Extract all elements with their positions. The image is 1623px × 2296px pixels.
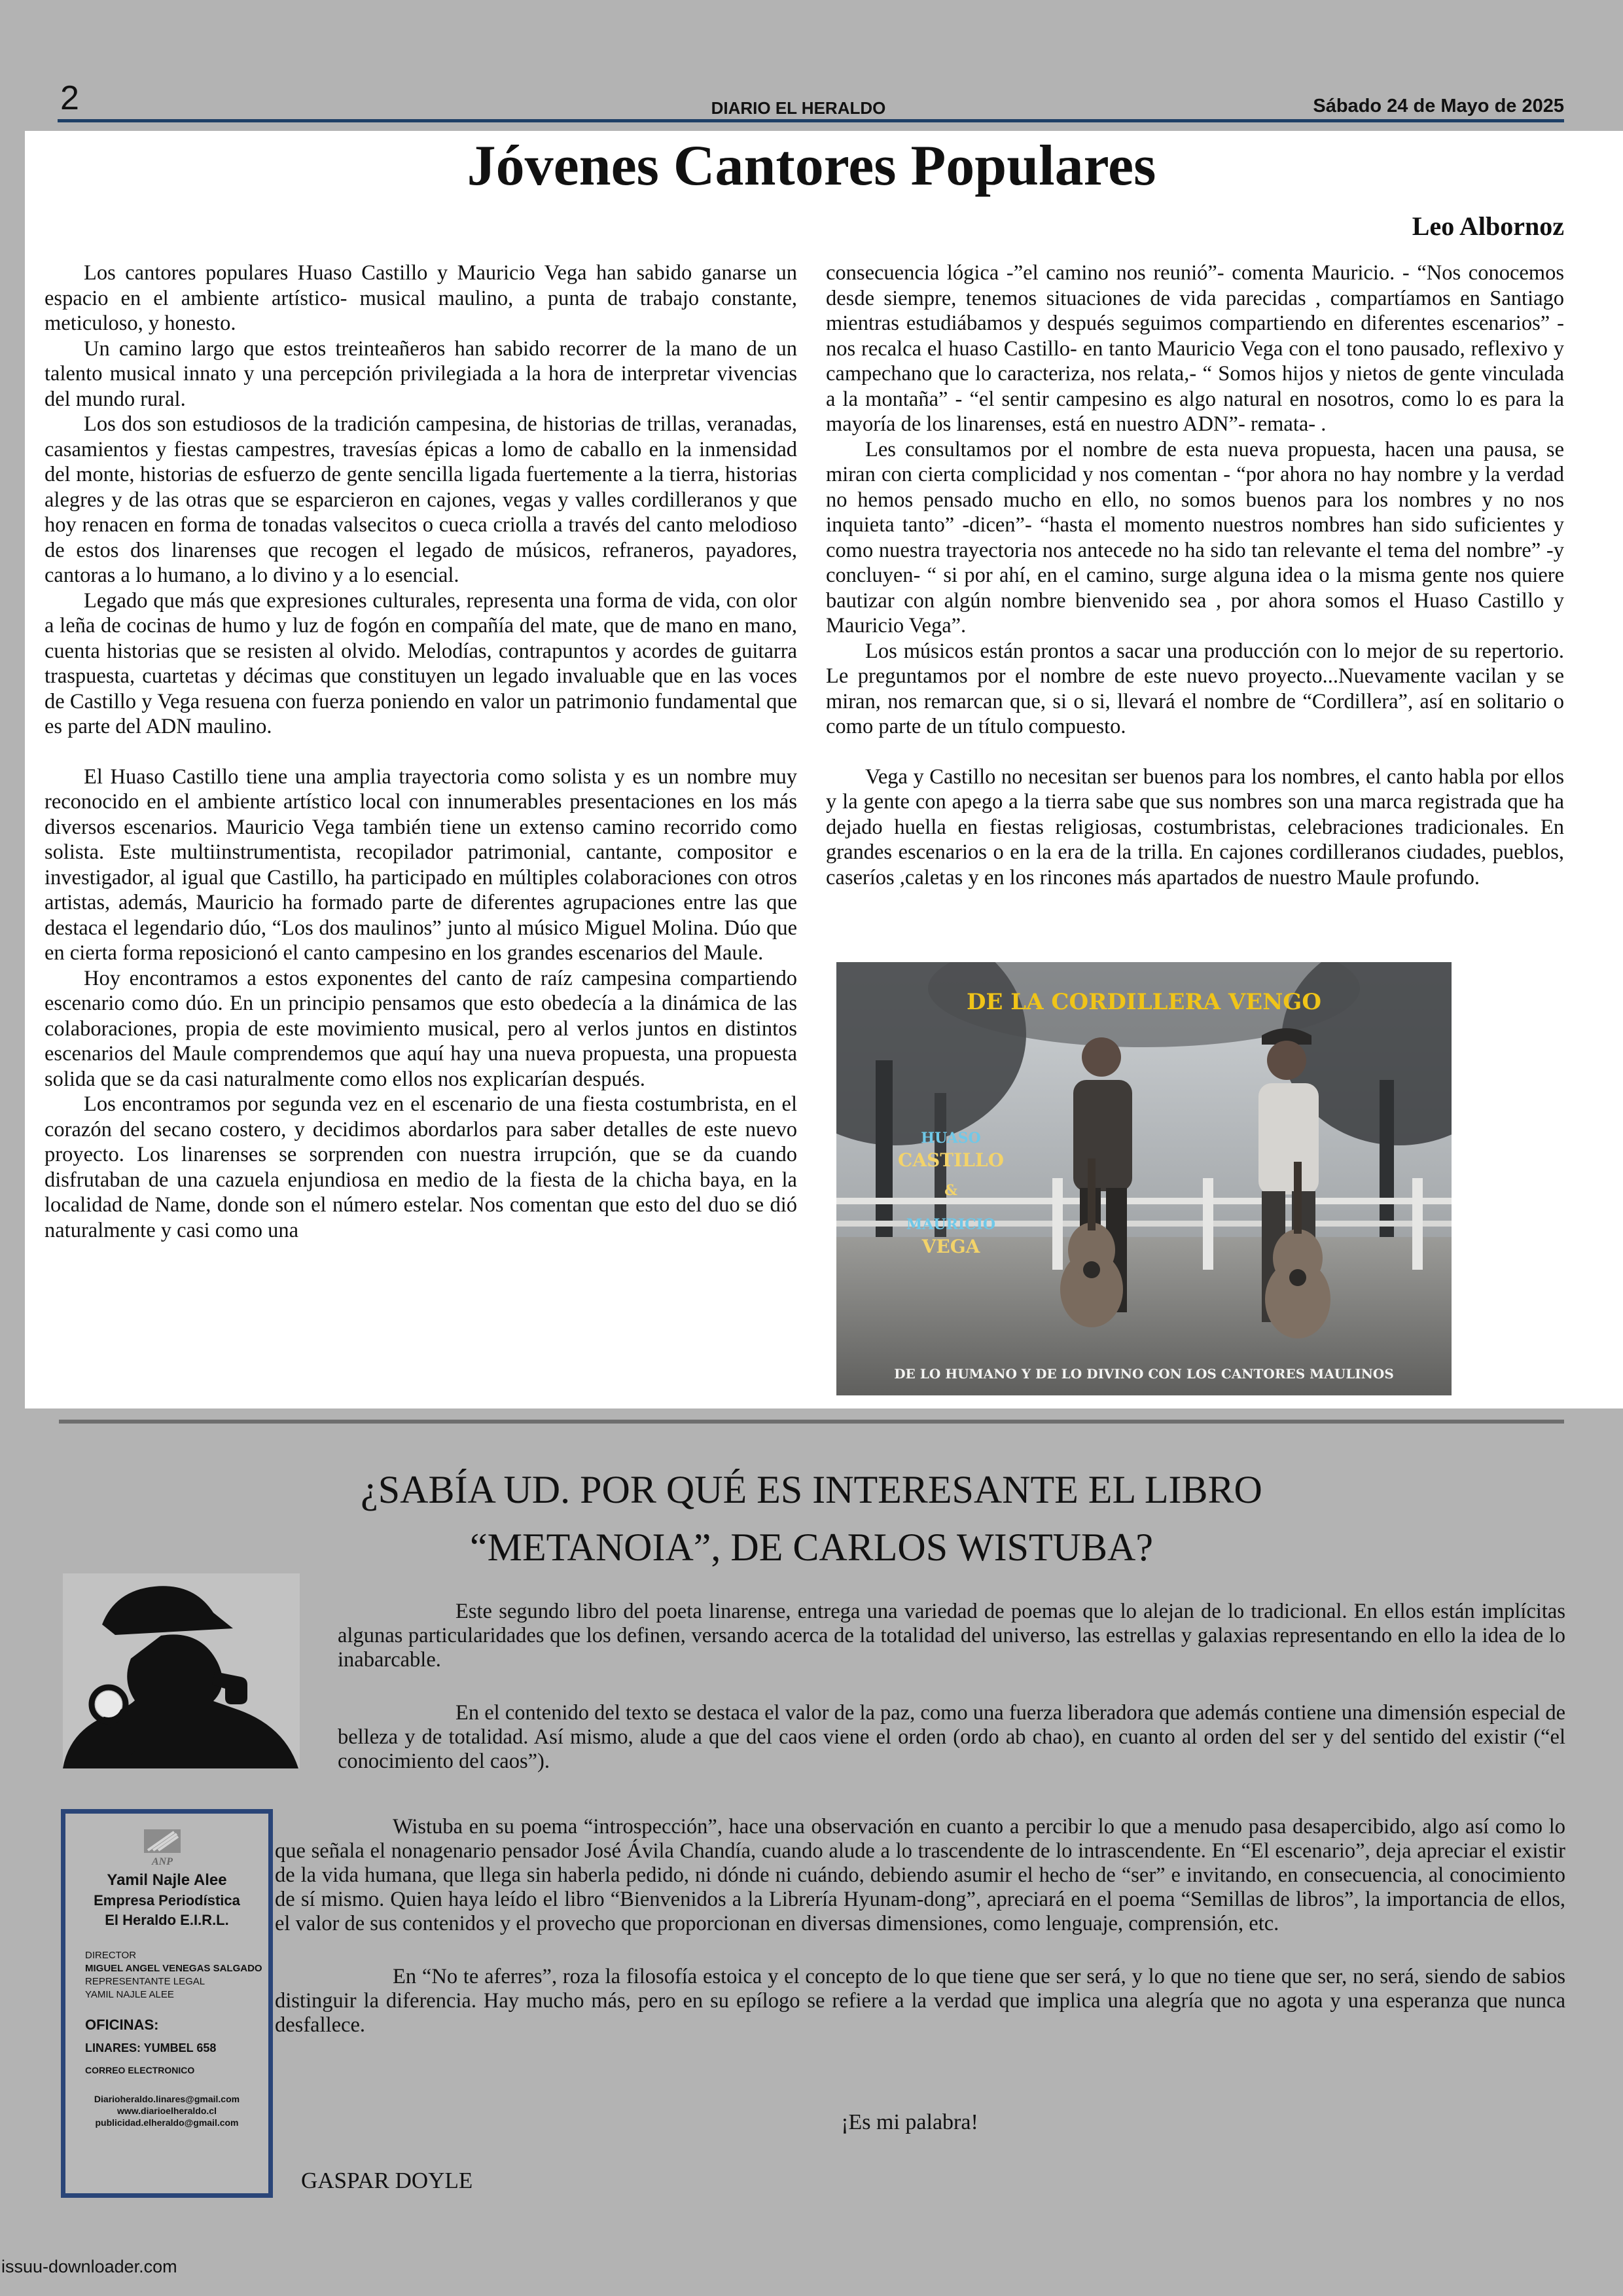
masthead-director-label: DIRECTOR	[85, 1950, 137, 1961]
paragraph: El Huaso Castillo tiene una amplia trayectoria como solista y es un nombre muy reconocido en el ambiente artístico local con innumerables presentaciones en los más diversos escenarios. Mauricio Vega también tiene un extenso camino recorrido como solista. Este multiinstrumentista, recopilador patrimonial, cantante, compositor e investigador, al igual que Castillo, ha participado en múltiples colaboraciones con otros artistas, además, Mauricio ha formado parte de diferentes agrupaciones entre las que destaca el legendario dúo, “Los dos maulinos” junto al músico Miguel Molina. Dúo que en cierta forma reposicionó el canto campesino en los grandes escenarios del Maule.	[45, 764, 797, 965]
article-left-column	[45, 260, 797, 1393]
article-right-column	[826, 260, 1564, 962]
paragraph: Les consultamos por el nombre de esta nueva propuesta, hacen una pausa, se miran con cierta complicidad y nos comentan - “por ahora no hay nombre y la verdad no hemos pensado mucho en ello, no somos buenos para los nombres y no nos inquieta tanto” -dicen”- “hasta el momento nuestros nombres han sido suficientes y como nuestra trayectoria nos antecede no ha sido tan relevante el tema del nombre” -y concluyen- “ si por ahí, en el camino, surge alguna idea o la misma gente nos quiere bautizar con algún nombre bienvenido sea , por ahora somos el Huaso Castillo y Mauricio Vega”.	[826, 437, 1564, 637]
paragraph: consecuencia lógica -”el camino nos reunió”- comenta Mauricio. - “Nos conocemos desde siempre, tenemos situaciones de vida parecidas , compartíamos en Santiago mientras estudiábamos y después seguimos compartiendo en diferentes escenarios” -nos recalca el huaso Castillo- en tanto Mauricio Vega con el tono pausado, reflexivo y campechano que lo caracteriza, nos relata,- “ Somos hijos y nietos de gente vinculada a la montaña” - “el sentir campesino es algo natural en nosotros, como lo es para la mayoría de los linarenses, está en nuestro ADN”- remata- .	[826, 261, 1564, 436]
paragraph: Los dos son estudiosos de la tradición campesina, de historias de trillas, veranadas, casamientos y fiestas campestres, travesías épicas a lomo de caballo en la inmensidad del monte, historias de esfuerzo de gente sencilla ligada fuertemente a la tierra, historias alegres y de las otras que se esparcieron en cajones, vegas y valles cordilleranos y que hoy renacen en forma de tonadas valsecitos o cueca criolla a través del canto melodioso de estos dos linarenses que recogen el legado de músicos, refraneros, payadores, cantoras a lo humano, a lo divino y a lo esencial.	[45, 412, 797, 587]
page-number: 2	[60, 79, 79, 117]
paragraph: Vega y Castillo no necesitan ser buenos para los nombres, el canto habla por ellos y la gente con apego a la tierra sabe que sus nombres son una marca registrada que ha dejado huella en fiestas religiosas, costumbristas, celebraciones tradicionales. En grandes escenarios o en la era de la trilla. En cajones cordilleranos ciudades, pueblos, caseríos ,caletas y en los rincones más apartados de nuestro Maule profundo.	[826, 764, 1564, 889]
signature: GASPAR DOYLE	[301, 2168, 473, 2193]
masthead-offices: LINARES: YUMBEL 658	[85, 2041, 217, 2054]
masthead-website: www.diarioelheraldo.cl	[117, 2106, 217, 2116]
masthead-legal-label: REPRESENTANTE LEGAL	[85, 1976, 205, 1987]
poster-headline: DE LA CORDILLERA VENGO	[967, 989, 1321, 1015]
duo-poster-photo	[836, 962, 1452, 1395]
article-title: Jóvenes Cantores Populares	[467, 134, 1156, 198]
article-author: Leo Albornoz	[1412, 211, 1564, 241]
poster-footer: DE LO HUMANO Y DE LO DIVINO CON LOS CANTORES MAULINOS	[894, 1366, 1394, 1382]
section-body-top	[338, 1600, 1565, 1803]
section-rule	[59, 1420, 1564, 1424]
issue-date: Sábado 24 de Mayo de 2025	[1313, 96, 1564, 117]
anp-logo-text: ANP	[152, 1856, 173, 1867]
masthead-company-name: El Heraldo E.I.R.L.	[105, 1912, 229, 1928]
poster-name2-line2: VEGA	[921, 1236, 980, 1257]
masthead-email-advertising: publicidad.elheraldo@gmail.com	[95, 2117, 239, 2128]
masthead-director: MIGUEL ANGEL VENEGAS SALGADO	[85, 1963, 262, 1974]
paragraph: Wistuba en su poema “introspección”, hace una observación en cuanto a percibir lo que a menudo pasa desapercibido, algo así como lo que señala el nonagenario pensador José Ávila Chandía, cuando alude a lo trascendente de lo intrascendente. En “El escenario”, deja apreciar el existir de la vida humana, que llega sin haberla pedido, ni dónde ni cuándo, debiendo asumir el hecho de “ser” e invitando, en consecuencia, al conocimiento de sí mismo. Quien haya leído el libro “Bienvenidos a la Librería Hyunam-dong”, apreciará en el poema “Semillas de libros”, la importancia de ellos, el valor de sus contenidos y el provecho que proporcionan en diversas dimensiones, como lenguaje, comprensión, etc.	[275, 1815, 1565, 1935]
poster-name1-line2: CASTILLO	[898, 1149, 1004, 1171]
paragraph: Este segundo libro del poeta linarense, entrega una variedad de poemas que lo alejan de lo tradicional. En ellos están implícitas algunas particularidades que los definen, versando acerca de la totalidad del universo, las estrellas y galaxias representando en ello la idea de lo inabarcable.	[338, 1600, 1565, 1672]
masthead-email: Diarioheraldo.linares@gmail.com	[94, 2094, 240, 2104]
poster-name1-line1: HUASO	[921, 1130, 981, 1147]
section-title-line2: “METANOIA”, DE CARLOS WISTUBA?	[470, 1526, 1153, 1569]
header-rule	[58, 119, 1564, 122]
paragraph: Los cantores populares Huaso Castillo y Mauricio Vega han sabido ganarse un espacio en el ambiente artístico- musical maulino, a punta de trabajo constante, meticuloso, y honesto.	[45, 261, 797, 335]
masthead-legal: YAMIL NAJLE ALEE	[85, 1989, 174, 2000]
paragraph: En “No te aferres”, roza la filosofía estoica y el concepto de lo que tiene que ser será, y lo que no tiene que ser, no será, siendo de sabios distinguir la diferencia. Hay mucho más, pero en su epílogo se refiere a la verdad que implica una alegría que no agota y una esperanza que nunca desfallece.	[275, 1965, 1565, 2037]
section-title-line1: ¿SABÍA UD. POR QUÉ ES INTERESANTE EL LIBRO	[361, 1468, 1262, 1511]
section-body-bottom	[275, 1815, 1565, 2066]
paragraph: Legado que más que expresiones culturales, representa una forma de vida, con olor a leña de cocinas de humo y luz de fogón en compañía del mate, que de mano en mano, cuenta historias que se resisten al olvido. Melodías, contrapuntos y acordes de guitarra traspuesta, cuartetas y décimas que constituyen un legado invaluable que en las voces de Castillo y Vega resuena con fuerza poniendo en valor un patrimonio fundamental que es parte del ADN maulino.	[45, 588, 797, 738]
paragraph: Un camino largo que estos treinteañeros han sabido recorrer de la mano de un talento musical innato y una percepción privilegiada a la hora de interpretar vivencias del mundo rural.	[45, 336, 797, 411]
paragraph: Los músicos están prontos a sacar una producción con lo mejor de su repertorio. Le preguntamos por el nombre de este nuevo proyecto...Nuevamente vacilan y se miran, nos remarcan que, si o si, llevará el nombre de “Cordillera”, así en solitario o como parte de un título compuesto.	[826, 639, 1564, 738]
masthead-box	[61, 1809, 273, 2198]
masthead-owner: Yamil Najle Alee	[107, 1871, 227, 1889]
watermark: issuu-downloader.com	[1, 2257, 177, 2276]
poster-ampersand: &	[944, 1182, 957, 1199]
masthead-email-label: CORREO ELECTRONICO	[85, 2065, 195, 2075]
masthead-offices-label: OFICINAS:	[85, 2017, 159, 2033]
paragraph: Hoy encontramos a estos exponentes del canto de raíz campesina compartiendo escenario como dúo. En un principio pensamos que esto obedecía a la dinámica de las colaboraciones, propia de este movimiento musical, pero al verlos juntos en distintos escenarios del Maule comprendemos que aquí hay una nueva propuesta, una propuesta solida que se da casi naturalmente como ellos nos explicarían después.	[45, 966, 797, 1091]
masthead-company: Empresa Periodística	[94, 1892, 240, 1909]
paragraph: Los encontramos por segunda vez en el escenario de una fiesta costumbrista, en el corazón del secano costero, y decidimos abordarlos para saber detalles de este nuevo proyecto. Los linarenses se sorprenden con nuestra irrupción, que se da cuando disfrutaban de una cazuela enjundiosa en medio de la fiesta de la chicha baya, en la localidad de Name, donde son el número estelar. Nos comentan que esto del duo se dió naturalmente y casi como una	[45, 1092, 797, 1242]
paragraph: En el contenido del texto se destaca el valor de la paz, como una fuerza liberadora que además contiene una dimensión especial de belleza y de totalidad. Así mismo, alude a que del caos viene el orden (ordo ab chao), en cuanto al orden del ser y del sentido del existir (“el conocimiento del caos”).	[338, 1701, 1565, 1773]
poster-name2-line1: MAURICIO	[906, 1216, 996, 1233]
anp-logo-icon	[136, 1827, 188, 1869]
detective-silhouette-icon	[63, 1573, 300, 1768]
closing-line: ¡Es mi palabra!	[841, 2110, 978, 2134]
newspaper-name: DIARIO EL HERALDO	[711, 98, 886, 118]
